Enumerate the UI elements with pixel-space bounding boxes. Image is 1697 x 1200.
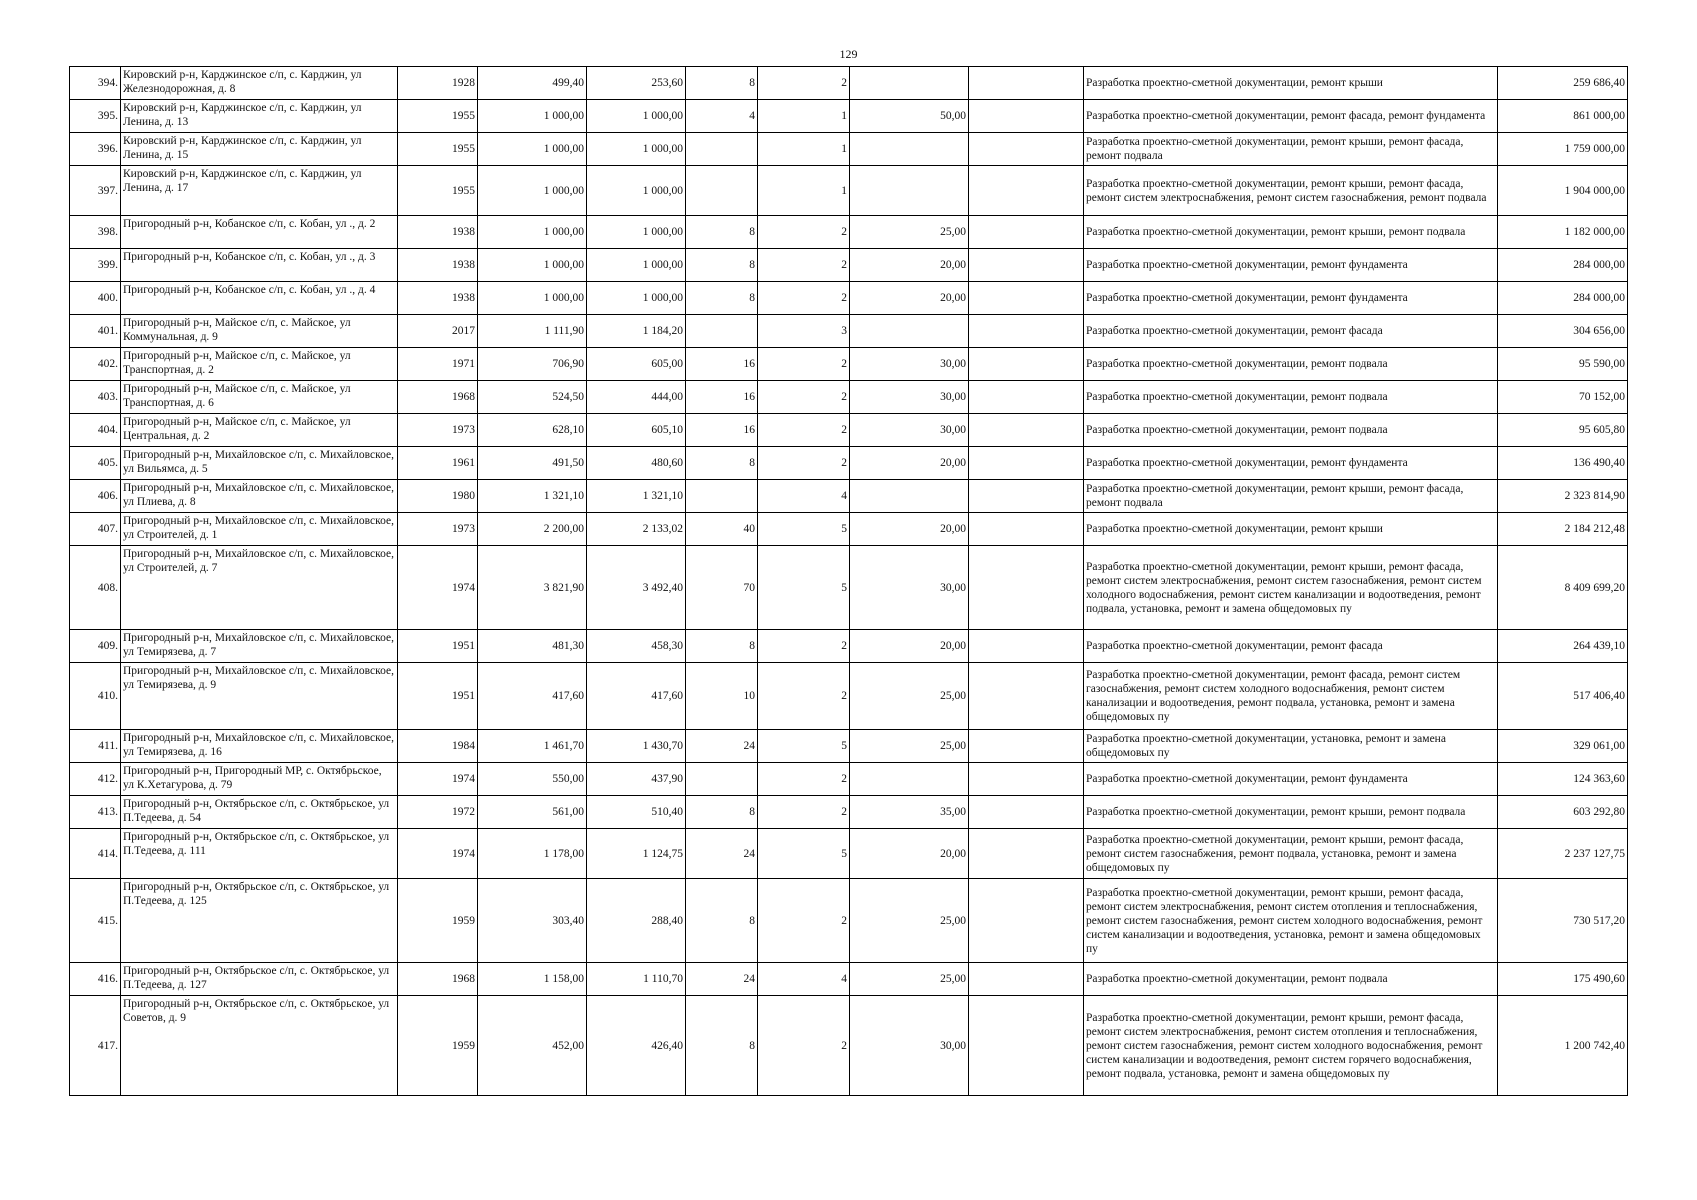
address-cell: Пригородный р-н, Майское с/п, с. Майское, ул Коммунальная, д. 9 [121, 315, 398, 348]
apartments-cell: 8 [686, 630, 758, 663]
table-row [70, 133, 1628, 166]
empty-cell [969, 249, 1084, 282]
apartments-cell [686, 166, 758, 216]
year-cell: 1968 [398, 381, 478, 414]
row-number: 404. [70, 414, 121, 447]
empty-cell [969, 447, 1084, 480]
total-area-cell: 2 200,00 [478, 513, 587, 546]
works-cell: Разработка проектно-сметной документации, ремонт крыши, ремонт фасада, ремонт систем электроснабжения, ремонт систем отопления и теплоснабжения, ремонт систем газоснабжения, ремонт систем холодного водоснабжения, ремонт систем канализации и водоотведения, ремонт систем горячего водоснабжения, ремонт подвала, установка, ремонт и замена общедомовых пу [1084, 996, 1498, 1096]
total-area-cell: 1 000,00 [478, 216, 587, 249]
address-cell: Кировский р-н, Карджинское с/п, с. Карджин, ул Ленина, д. 13 [121, 100, 398, 133]
total-area-cell: 524,50 [478, 381, 587, 414]
row-number: 396. [70, 133, 121, 166]
empty-cell [969, 546, 1084, 630]
apartments-cell: 4 [686, 100, 758, 133]
row-number: 408. [70, 546, 121, 630]
row-number: 394. [70, 67, 121, 100]
year-cell: 1974 [398, 829, 478, 879]
table-row [70, 381, 1628, 414]
living-area-cell: 1 000,00 [587, 249, 686, 282]
empty-cell [969, 796, 1084, 829]
works-cell: Разработка проектно-сметной документации, ремонт фасада, ремонт систем газоснабжения, ремонт систем холодного водоснабжения, ремонт систем канализации и водоотведения, ремонт подвала, установка, ремонт и замена общедомовых пу [1084, 663, 1498, 730]
address-cell: Пригородный р-н, Октябрьское с/п, с. Октябрьское, ул П.Тедеева, д. 111 [121, 829, 398, 879]
address-cell: Пригородный р-н, Михайловское с/п, с. Михайловское, ул Строителей, д. 7 [121, 546, 398, 630]
apartments-cell: 8 [686, 67, 758, 100]
living-area-cell: 1 321,10 [587, 480, 686, 513]
works-cell: Разработка проектно-сметной документации, ремонт фундамента [1084, 249, 1498, 282]
cost-cell: 861 000,00 [1498, 100, 1628, 133]
living-area-cell: 426,40 [587, 996, 686, 1096]
living-area-cell: 1 110,70 [587, 963, 686, 996]
floors-cell: 2 [758, 414, 850, 447]
living-area-cell: 1 000,00 [587, 166, 686, 216]
apartments-cell: 8 [686, 879, 758, 963]
cost-cell: 284 000,00 [1498, 282, 1628, 315]
empty-cell [969, 133, 1084, 166]
works-cell: Разработка проектно-сметной документации, ремонт фундамента [1084, 763, 1498, 796]
floors-cell: 1 [758, 100, 850, 133]
floors-cell: 3 [758, 315, 850, 348]
apartments-cell: 8 [686, 282, 758, 315]
cost-cell: 95 605,80 [1498, 414, 1628, 447]
year-cell: 1974 [398, 763, 478, 796]
floors-cell: 1 [758, 133, 850, 166]
total-area-cell: 303,40 [478, 879, 587, 963]
floors-cell: 4 [758, 963, 850, 996]
cost-cell: 2 323 814,90 [1498, 480, 1628, 513]
total-area-cell: 1 000,00 [478, 249, 587, 282]
empty-cell [969, 963, 1084, 996]
address-cell: Пригородный р-н, Октябрьское с/п, с. Октябрьское, ул П.Тедеева, д. 127 [121, 963, 398, 996]
apartments-cell [686, 763, 758, 796]
cost-cell: 1 182 000,00 [1498, 216, 1628, 249]
table-row [70, 513, 1628, 546]
table-row [70, 796, 1628, 829]
works-cell: Разработка проектно-сметной документации, ремонт фасада [1084, 630, 1498, 663]
row-number: 409. [70, 630, 121, 663]
cost-cell: 1 759 000,00 [1498, 133, 1628, 166]
floors-cell: 2 [758, 663, 850, 730]
floors-cell: 4 [758, 480, 850, 513]
year-cell: 1938 [398, 249, 478, 282]
table-row [70, 996, 1628, 1096]
year-cell: 1938 [398, 282, 478, 315]
address-cell: Пригородный р-н, Майское с/п, с. Майское, ул Транспортная, д. 6 [121, 381, 398, 414]
apartments-cell: 24 [686, 829, 758, 879]
floors-cell: 2 [758, 630, 850, 663]
row-number: 401. [70, 315, 121, 348]
address-cell: Кировский р-н, Карджинское с/п, с. Карджин, ул Железнодорожная, д. 8 [121, 67, 398, 100]
row-number: 406. [70, 480, 121, 513]
table-row [70, 348, 1628, 381]
living-area-cell: 458,30 [587, 630, 686, 663]
address-cell: Пригородный р-н, Михайловское с/п, с. Михайловское, ул Темирязева, д. 16 [121, 730, 398, 763]
year-cell: 1955 [398, 166, 478, 216]
wear-cell: 35,00 [850, 796, 969, 829]
empty-cell [969, 663, 1084, 730]
living-area-cell: 1 000,00 [587, 282, 686, 315]
row-number: 403. [70, 381, 121, 414]
table-row [70, 67, 1628, 100]
cost-cell: 95 590,00 [1498, 348, 1628, 381]
empty-cell [969, 730, 1084, 763]
total-area-cell: 628,10 [478, 414, 587, 447]
cost-cell: 1 904 000,00 [1498, 166, 1628, 216]
cost-cell: 2 237 127,75 [1498, 829, 1628, 879]
empty-cell [969, 513, 1084, 546]
year-cell: 1955 [398, 100, 478, 133]
wear-cell: 30,00 [850, 348, 969, 381]
apartments-cell [686, 315, 758, 348]
address-cell: Кировский р-н, Карджинское с/п, с. Карджин, ул Ленина, д. 15 [121, 133, 398, 166]
row-number: 411. [70, 730, 121, 763]
row-number: 412. [70, 763, 121, 796]
year-cell: 1961 [398, 447, 478, 480]
apartments-cell: 8 [686, 996, 758, 1096]
row-number: 414. [70, 829, 121, 879]
wear-cell: 25,00 [850, 879, 969, 963]
total-area-cell: 452,00 [478, 996, 587, 1096]
row-number: 413. [70, 796, 121, 829]
year-cell: 1928 [398, 67, 478, 100]
table-row [70, 282, 1628, 315]
living-area-cell: 605,00 [587, 348, 686, 381]
empty-cell [969, 100, 1084, 133]
empty-cell [969, 315, 1084, 348]
address-cell: Пригородный р-н, Михайловское с/п, с. Михайловское, ул Темирязева, д. 9 [121, 663, 398, 730]
wear-cell: 30,00 [850, 381, 969, 414]
year-cell: 1959 [398, 879, 478, 963]
wear-cell [850, 763, 969, 796]
floors-cell: 2 [758, 879, 850, 963]
table-row [70, 166, 1628, 216]
address-cell: Пригородный р-н, Михайловское с/п, с. Михайловское, ул Вильямса, д. 5 [121, 447, 398, 480]
wear-cell [850, 480, 969, 513]
cost-cell: 175 490,60 [1498, 963, 1628, 996]
empty-cell [969, 348, 1084, 381]
cost-cell: 2 184 212,48 [1498, 513, 1628, 546]
floors-cell: 2 [758, 282, 850, 315]
cost-cell: 284 000,00 [1498, 249, 1628, 282]
works-cell: Разработка проектно-сметной документации, ремонт фундамента [1084, 282, 1498, 315]
total-area-cell: 550,00 [478, 763, 587, 796]
wear-cell: 50,00 [850, 100, 969, 133]
address-cell: Пригородный р-н, Кобанское с/п, с. Кобан, ул ., д. 2 [121, 216, 398, 249]
cost-cell: 517 406,40 [1498, 663, 1628, 730]
row-number: 407. [70, 513, 121, 546]
living-area-cell: 605,10 [587, 414, 686, 447]
apartments-cell: 8 [686, 796, 758, 829]
year-cell: 1974 [398, 546, 478, 630]
wear-cell: 25,00 [850, 663, 969, 730]
wear-cell: 20,00 [850, 630, 969, 663]
apartments-cell: 8 [686, 216, 758, 249]
total-area-cell: 1 000,00 [478, 133, 587, 166]
total-area-cell: 706,90 [478, 348, 587, 381]
wear-cell: 20,00 [850, 513, 969, 546]
year-cell: 1955 [398, 133, 478, 166]
apartments-cell: 24 [686, 963, 758, 996]
total-area-cell: 481,30 [478, 630, 587, 663]
living-area-cell: 2 133,02 [587, 513, 686, 546]
cost-cell: 1 200 742,40 [1498, 996, 1628, 1096]
cost-cell: 124 363,60 [1498, 763, 1628, 796]
floors-cell: 2 [758, 381, 850, 414]
cost-cell: 264 439,10 [1498, 630, 1628, 663]
register-table [69, 66, 1628, 1096]
table-row [70, 249, 1628, 282]
cost-cell: 8 409 699,20 [1498, 546, 1628, 630]
table-row [70, 763, 1628, 796]
living-area-cell: 437,90 [587, 763, 686, 796]
works-cell: Разработка проектно-сметной документации, ремонт крыши, ремонт фасада, ремонт систем электроснабжения, ремонт систем газоснабжения, ремонт подвала [1084, 166, 1498, 216]
living-area-cell: 1 184,20 [587, 315, 686, 348]
floors-cell: 2 [758, 796, 850, 829]
row-number: 402. [70, 348, 121, 381]
total-area-cell: 1 158,00 [478, 963, 587, 996]
empty-cell [969, 166, 1084, 216]
apartments-cell: 16 [686, 414, 758, 447]
row-number: 416. [70, 963, 121, 996]
works-cell: Разработка проектно-сметной документации, ремонт крыши, ремонт фасада, ремонт систем газоснабжения, ремонт подвала, установка, ремонт и замена общедомовых пу [1084, 829, 1498, 879]
total-area-cell: 1 000,00 [478, 100, 587, 133]
wear-cell: 30,00 [850, 996, 969, 1096]
floors-cell: 2 [758, 996, 850, 1096]
table-row [70, 630, 1628, 663]
living-area-cell: 1 000,00 [587, 216, 686, 249]
wear-cell: 20,00 [850, 282, 969, 315]
table-row [70, 315, 1628, 348]
works-cell: Разработка проектно-сметной документации, ремонт фасада, ремонт фундамента [1084, 100, 1498, 133]
empty-cell [969, 630, 1084, 663]
total-area-cell: 1 321,10 [478, 480, 587, 513]
wear-cell: 20,00 [850, 447, 969, 480]
table-row [70, 480, 1628, 513]
apartments-cell: 40 [686, 513, 758, 546]
apartments-cell [686, 133, 758, 166]
table-row [70, 730, 1628, 763]
empty-cell [969, 829, 1084, 879]
wear-cell [850, 315, 969, 348]
address-cell: Пригородный р-н, Кобанское с/п, с. Кобан, ул ., д. 4 [121, 282, 398, 315]
empty-cell [969, 216, 1084, 249]
wear-cell: 30,00 [850, 546, 969, 630]
living-area-cell: 288,40 [587, 879, 686, 963]
wear-cell: 20,00 [850, 829, 969, 879]
cost-cell: 259 686,40 [1498, 67, 1628, 100]
floors-cell: 2 [758, 216, 850, 249]
address-cell: Пригородный р-н, Майское с/п, с. Майское, ул Транспортная, д. 2 [121, 348, 398, 381]
wear-cell: 30,00 [850, 414, 969, 447]
works-cell: Разработка проектно-сметной документации, ремонт подвала [1084, 348, 1498, 381]
empty-cell [969, 480, 1084, 513]
works-cell: Разработка проектно-сметной документации, ремонт подвала [1084, 381, 1498, 414]
living-area-cell: 253,60 [587, 67, 686, 100]
wear-cell: 25,00 [850, 730, 969, 763]
apartments-cell: 8 [686, 249, 758, 282]
works-cell: Разработка проектно-сметной документации, ремонт подвала [1084, 414, 1498, 447]
works-cell: Разработка проектно-сметной документации, ремонт крыши, ремонт фасада, ремонт подвала [1084, 133, 1498, 166]
address-cell: Пригородный р-н, Октябрьское с/п, с. Октябрьское, ул П.Тедеева, д. 54 [121, 796, 398, 829]
empty-cell [969, 381, 1084, 414]
works-cell: Разработка проектно-сметной документации, ремонт крыши, ремонт фасада, ремонт систем электроснабжения, ремонт систем газоснабжения, ремонт систем холодного водоснабжения, ремонт систем канализации и водоотведения, ремонт подвала, установка, ремонт и замена общедомовых пу [1084, 546, 1498, 630]
total-area-cell: 1 461,70 [478, 730, 587, 763]
works-cell: Разработка проектно-сметной документации, установка, ремонт и замена общедомовых пу [1084, 730, 1498, 763]
works-cell: Разработка проектно-сметной документации, ремонт фасада [1084, 315, 1498, 348]
total-area-cell: 1 000,00 [478, 282, 587, 315]
living-area-cell: 417,60 [587, 663, 686, 730]
apartments-cell: 10 [686, 663, 758, 730]
year-cell: 1980 [398, 480, 478, 513]
wear-cell [850, 166, 969, 216]
address-cell: Кировский р-н, Карджинское с/п, с. Карджин, ул Ленина, д. 17 [121, 166, 398, 216]
row-number: 398. [70, 216, 121, 249]
floors-cell: 5 [758, 730, 850, 763]
year-cell: 1959 [398, 996, 478, 1096]
table-row [70, 216, 1628, 249]
row-number: 410. [70, 663, 121, 730]
empty-cell [969, 67, 1084, 100]
total-area-cell: 3 821,90 [478, 546, 587, 630]
table-row [70, 829, 1628, 879]
total-area-cell: 1 111,90 [478, 315, 587, 348]
total-area-cell: 1 178,00 [478, 829, 587, 879]
floors-cell: 2 [758, 763, 850, 796]
floors-cell: 1 [758, 166, 850, 216]
apartments-cell: 8 [686, 447, 758, 480]
cost-cell: 730 517,20 [1498, 879, 1628, 963]
empty-cell [969, 763, 1084, 796]
floors-cell: 2 [758, 447, 850, 480]
wear-cell [850, 133, 969, 166]
works-cell: Разработка проектно-сметной документации, ремонт крыши [1084, 513, 1498, 546]
page-number: 129 [839, 47, 858, 61]
works-cell: Разработка проектно-сметной документации, ремонт крыши, ремонт фасада, ремонт подвала [1084, 480, 1498, 513]
address-cell: Пригородный р-н, Михайловское с/п, с. Михайловское, ул Плиева, д. 8 [121, 480, 398, 513]
living-area-cell: 1 430,70 [587, 730, 686, 763]
empty-cell [969, 996, 1084, 1096]
living-area-cell: 444,00 [587, 381, 686, 414]
row-number: 397. [70, 166, 121, 216]
cost-cell: 603 292,80 [1498, 796, 1628, 829]
living-area-cell: 1 000,00 [587, 100, 686, 133]
cost-cell: 136 490,40 [1498, 447, 1628, 480]
total-area-cell: 1 000,00 [478, 166, 587, 216]
address-cell: Пригородный р-н, Михайловское с/п, с. Михайловское, ул Строителей, д. 1 [121, 513, 398, 546]
row-number: 415. [70, 879, 121, 963]
wear-cell: 25,00 [850, 216, 969, 249]
living-area-cell: 1 000,00 [587, 133, 686, 166]
year-cell: 2017 [398, 315, 478, 348]
table-row [70, 879, 1628, 963]
empty-cell [969, 879, 1084, 963]
row-number: 400. [70, 282, 121, 315]
year-cell: 1972 [398, 796, 478, 829]
apartments-cell [686, 480, 758, 513]
row-number: 405. [70, 447, 121, 480]
total-area-cell: 561,00 [478, 796, 587, 829]
wear-cell: 20,00 [850, 249, 969, 282]
cost-cell: 329 061,00 [1498, 730, 1628, 763]
address-cell: Пригородный р-н, Пригородный МР, с. Октябрьское, ул К.Хетагурова, д. 79 [121, 763, 398, 796]
living-area-cell: 1 124,75 [587, 829, 686, 879]
wear-cell: 25,00 [850, 963, 969, 996]
row-number: 417. [70, 996, 121, 1096]
year-cell: 1951 [398, 663, 478, 730]
row-number: 395. [70, 100, 121, 133]
year-cell: 1973 [398, 414, 478, 447]
wear-cell [850, 67, 969, 100]
year-cell: 1951 [398, 630, 478, 663]
table-row [70, 546, 1628, 630]
living-area-cell: 3 492,40 [587, 546, 686, 630]
year-cell: 1971 [398, 348, 478, 381]
table-row [70, 447, 1628, 480]
floors-cell: 5 [758, 513, 850, 546]
apartments-cell: 16 [686, 381, 758, 414]
address-cell: Пригородный р-н, Майское с/п, с. Майское, ул Центральная, д. 2 [121, 414, 398, 447]
works-cell: Разработка проектно-сметной документации, ремонт крыши, ремонт подвала [1084, 796, 1498, 829]
table-row [70, 663, 1628, 730]
total-area-cell: 417,60 [478, 663, 587, 730]
year-cell: 1984 [398, 730, 478, 763]
works-cell: Разработка проектно-сметной документации, ремонт крыши, ремонт подвала [1084, 216, 1498, 249]
works-cell: Разработка проектно-сметной документации, ремонт крыши [1084, 67, 1498, 100]
floors-cell: 5 [758, 546, 850, 630]
year-cell: 1938 [398, 216, 478, 249]
cost-cell: 70 152,00 [1498, 381, 1628, 414]
address-cell: Пригородный р-н, Октябрьское с/п, с. Октябрьское, ул П.Тедеева, д. 125 [121, 879, 398, 963]
floors-cell: 2 [758, 67, 850, 100]
empty-cell [969, 282, 1084, 315]
works-cell: Разработка проектно-сметной документации, ремонт крыши, ремонт фасада, ремонт систем электроснабжения, ремонт систем отопления и теплоснабжения, ремонт систем газоснабжения, ремонт систем холодного водоснабжения, ремонт систем канализации и водоотведения, установка, ремонт и замена общедомовых пу [1084, 879, 1498, 963]
living-area-cell: 480,60 [587, 447, 686, 480]
works-cell: Разработка проектно-сметной документации, ремонт фундамента [1084, 447, 1498, 480]
address-cell: Пригородный р-н, Михайловское с/п, с. Михайловское, ул Темирязева, д. 7 [121, 630, 398, 663]
table-row [70, 963, 1628, 996]
year-cell: 1973 [398, 513, 478, 546]
total-area-cell: 499,40 [478, 67, 587, 100]
table-row [70, 414, 1628, 447]
cost-cell: 304 656,00 [1498, 315, 1628, 348]
empty-cell [969, 414, 1084, 447]
address-cell: Пригородный р-н, Кобанское с/п, с. Кобан, ул ., д. 3 [121, 249, 398, 282]
table-row [70, 100, 1628, 133]
works-cell: Разработка проектно-сметной документации, ремонт подвала [1084, 963, 1498, 996]
row-number: 399. [70, 249, 121, 282]
apartments-cell: 70 [686, 546, 758, 630]
floors-cell: 2 [758, 249, 850, 282]
floors-cell: 2 [758, 348, 850, 381]
living-area-cell: 510,40 [587, 796, 686, 829]
apartments-cell: 16 [686, 348, 758, 381]
year-cell: 1968 [398, 963, 478, 996]
apartments-cell: 24 [686, 730, 758, 763]
address-cell: Пригородный р-н, Октябрьское с/п, с. Октябрьское, ул Советов, д. 9 [121, 996, 398, 1096]
total-area-cell: 491,50 [478, 447, 587, 480]
floors-cell: 5 [758, 829, 850, 879]
